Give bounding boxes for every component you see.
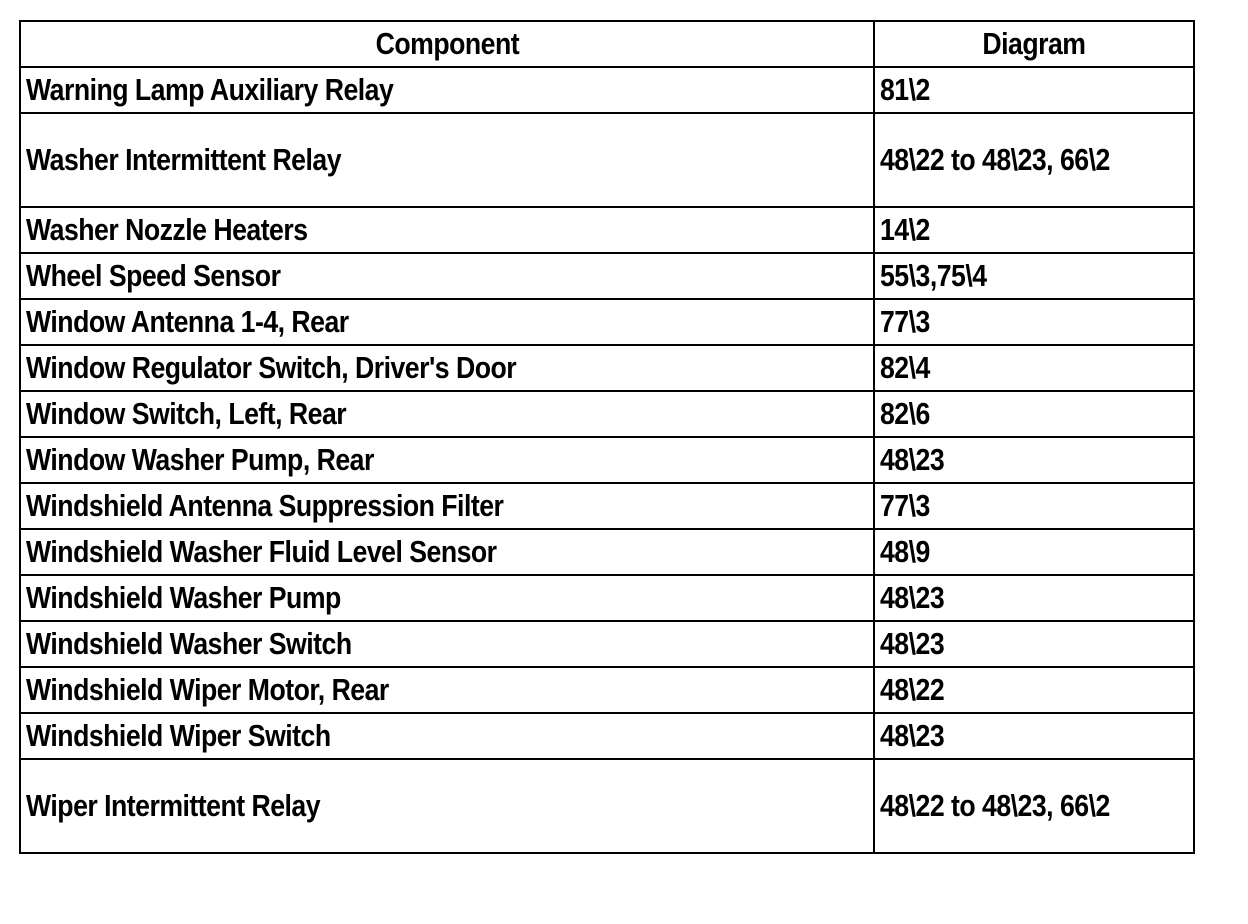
component-name: Warning Lamp Auxiliary Relay bbox=[26, 72, 394, 107]
diagram-cell bbox=[874, 207, 1194, 253]
component-cell bbox=[20, 529, 874, 575]
diagram-reference: 81\2 bbox=[880, 72, 930, 107]
component-cell bbox=[20, 391, 874, 437]
diagram-reference: 48\23 bbox=[880, 626, 945, 661]
component-cell bbox=[20, 667, 874, 713]
table-row bbox=[20, 713, 1194, 759]
diagram-cell bbox=[874, 621, 1194, 667]
table-row bbox=[20, 621, 1194, 667]
component-name: Windshield Antenna Suppression Filter bbox=[26, 488, 504, 523]
table-row bbox=[20, 113, 1194, 207]
component-name: Washer Intermittent Relay bbox=[26, 142, 342, 177]
diagram-cell bbox=[874, 529, 1194, 575]
component-cell bbox=[20, 575, 874, 621]
component-name: Windshield Wiper Switch bbox=[26, 718, 331, 753]
diagram-reference: 77\3 bbox=[880, 304, 930, 339]
component-header-label: Component bbox=[375, 26, 519, 61]
table-row bbox=[20, 391, 1194, 437]
component-cell bbox=[20, 621, 874, 667]
component-name: Wheel Speed Sensor bbox=[26, 258, 281, 293]
table-row bbox=[20, 483, 1194, 529]
diagram-reference: 48\22 to 48\23, 66\2 bbox=[880, 788, 1110, 823]
component-cell bbox=[20, 207, 874, 253]
diagram-cell bbox=[874, 67, 1194, 113]
diagram-reference: 82\6 bbox=[880, 396, 930, 431]
component-diagram-table bbox=[19, 20, 1195, 854]
table-header-row bbox=[20, 21, 1194, 67]
diagram-reference: 48\23 bbox=[880, 442, 945, 477]
diagram-cell bbox=[874, 713, 1194, 759]
diagram-cell bbox=[874, 437, 1194, 483]
diagram-reference: 82\4 bbox=[880, 350, 930, 385]
table-row bbox=[20, 575, 1194, 621]
table-row bbox=[20, 437, 1194, 483]
component-name: Window Switch, Left, Rear bbox=[26, 396, 347, 431]
component-name: Windshield Washer Pump bbox=[26, 580, 341, 615]
component-name: Windshield Washer Switch bbox=[26, 626, 352, 661]
component-cell bbox=[20, 67, 874, 113]
diagram-reference: 48\22 bbox=[880, 672, 945, 707]
component-name: Window Antenna 1-4, Rear bbox=[26, 304, 349, 339]
table-row bbox=[20, 345, 1194, 391]
diagram-reference: 48\9 bbox=[880, 534, 930, 569]
component-name: Window Regulator Switch, Driver's Door bbox=[26, 350, 517, 385]
diagram-cell bbox=[874, 575, 1194, 621]
table-row bbox=[20, 207, 1194, 253]
component-cell bbox=[20, 299, 874, 345]
component-name: Windshield Washer Fluid Level Sensor bbox=[26, 534, 497, 569]
diagram-reference: 77\3 bbox=[880, 488, 930, 523]
table-row bbox=[20, 667, 1194, 713]
component-cell bbox=[20, 437, 874, 483]
table-row bbox=[20, 299, 1194, 345]
component-cell bbox=[20, 345, 874, 391]
component-name: Windshield Wiper Motor, Rear bbox=[26, 672, 389, 707]
component-cell bbox=[20, 483, 874, 529]
component-column-header bbox=[20, 21, 874, 67]
diagram-reference: 14\2 bbox=[880, 212, 930, 247]
diagram-cell bbox=[874, 759, 1194, 853]
table-body bbox=[20, 67, 1194, 853]
table-row bbox=[20, 253, 1194, 299]
diagram-cell bbox=[874, 253, 1194, 299]
component-name: Wiper Intermittent Relay bbox=[26, 788, 321, 823]
table-row bbox=[20, 529, 1194, 575]
diagram-cell bbox=[874, 345, 1194, 391]
diagram-reference: 48\22 to 48\23, 66\2 bbox=[880, 142, 1110, 177]
component-cell bbox=[20, 713, 874, 759]
diagram-header-label: Diagram bbox=[982, 26, 1086, 61]
table-row bbox=[20, 759, 1194, 853]
component-name: Washer Nozzle Heaters bbox=[26, 212, 308, 247]
component-cell bbox=[20, 759, 874, 853]
diagram-reference: 48\23 bbox=[880, 580, 945, 615]
diagram-cell bbox=[874, 299, 1194, 345]
diagram-cell bbox=[874, 391, 1194, 437]
diagram-reference: 48\23 bbox=[880, 718, 945, 753]
component-cell bbox=[20, 113, 874, 207]
table-row bbox=[20, 67, 1194, 113]
diagram-reference: 55\3,75\4 bbox=[880, 258, 987, 293]
diagram-cell bbox=[874, 667, 1194, 713]
diagram-column-header bbox=[874, 21, 1194, 67]
diagram-cell bbox=[874, 483, 1194, 529]
component-name: Window Washer Pump, Rear bbox=[26, 442, 374, 477]
diagram-cell bbox=[874, 113, 1194, 207]
component-cell bbox=[20, 253, 874, 299]
